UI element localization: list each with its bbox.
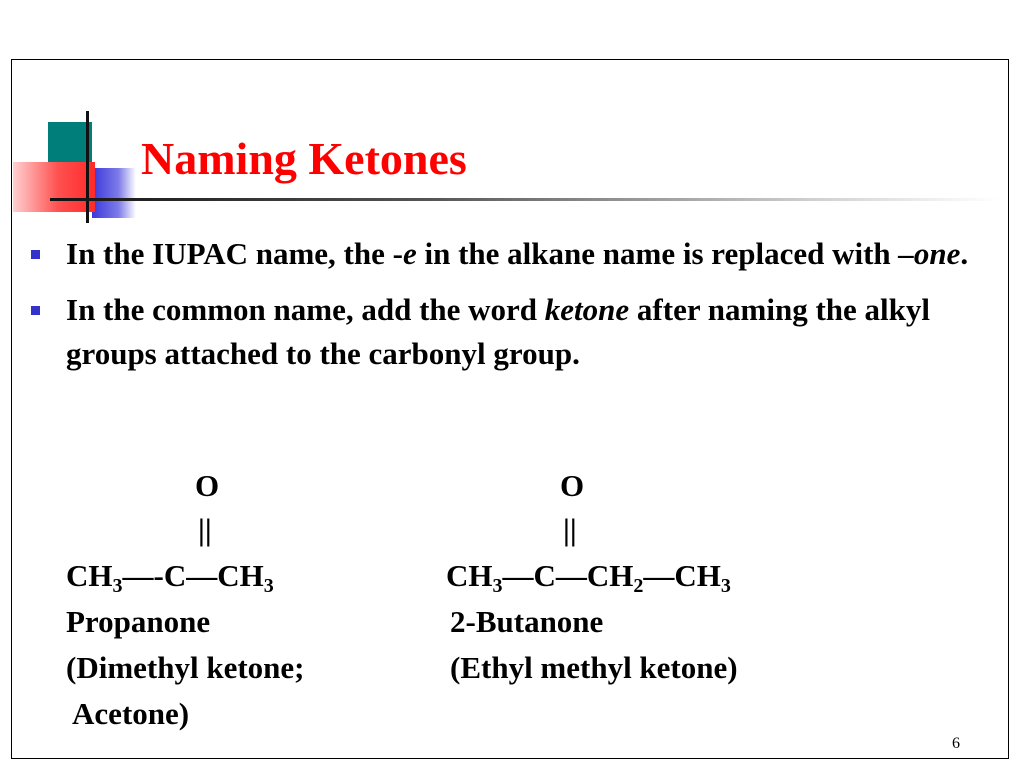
- bullet-item-common: [26, 288, 986, 376]
- left-common-name-2: Acetone): [66, 696, 190, 731]
- right-common-name: (Ethyl methyl ketone): [450, 650, 738, 685]
- square-bullet-icon: [31, 250, 40, 259]
- blue-square-decoration: [92, 168, 136, 218]
- bullet-text: In the IUPAC name, the -: [66, 236, 403, 271]
- bullet-text: after naming the alkyl groups attached to the carbonyl group.: [66, 292, 930, 371]
- right-formula: $CH_3—C—CH_2—CH_3$: [446, 558, 731, 597]
- bullet-emphasis: ketone: [544, 292, 630, 327]
- title-underline-rule: [50, 198, 1000, 201]
- slide-title: Naming Ketones: [141, 133, 467, 184]
- bullet-emphasis: e: [402, 236, 417, 271]
- bullet-list: [26, 232, 986, 376]
- right-double-bond: ||: [563, 512, 577, 547]
- left-oxygen-atom: O: [195, 468, 220, 503]
- bullet-emphasis: –one: [898, 236, 961, 271]
- page-number: 6: [952, 735, 960, 752]
- left-formula: $CH_3—-C—CH_3$: [66, 558, 274, 597]
- bullet-text: In the common name, add the word: [66, 292, 545, 327]
- right-oxygen-atom: O: [560, 468, 585, 503]
- right-iupac-name: 2-Butanone: [450, 604, 604, 639]
- red-square-decoration: [13, 162, 95, 212]
- bullet-text: in the alkane name is replaced with: [416, 236, 899, 271]
- left-iupac-name: Propanone: [66, 604, 211, 639]
- left-common-name-1: (Dimethyl ketone;: [66, 650, 305, 685]
- left-double-bond: ||: [198, 512, 212, 547]
- square-bullet-icon: [31, 306, 40, 315]
- vertical-rule-decoration: [86, 111, 89, 223]
- bullet-text: .: [960, 236, 969, 271]
- bullet-item-iupac: [26, 232, 986, 276]
